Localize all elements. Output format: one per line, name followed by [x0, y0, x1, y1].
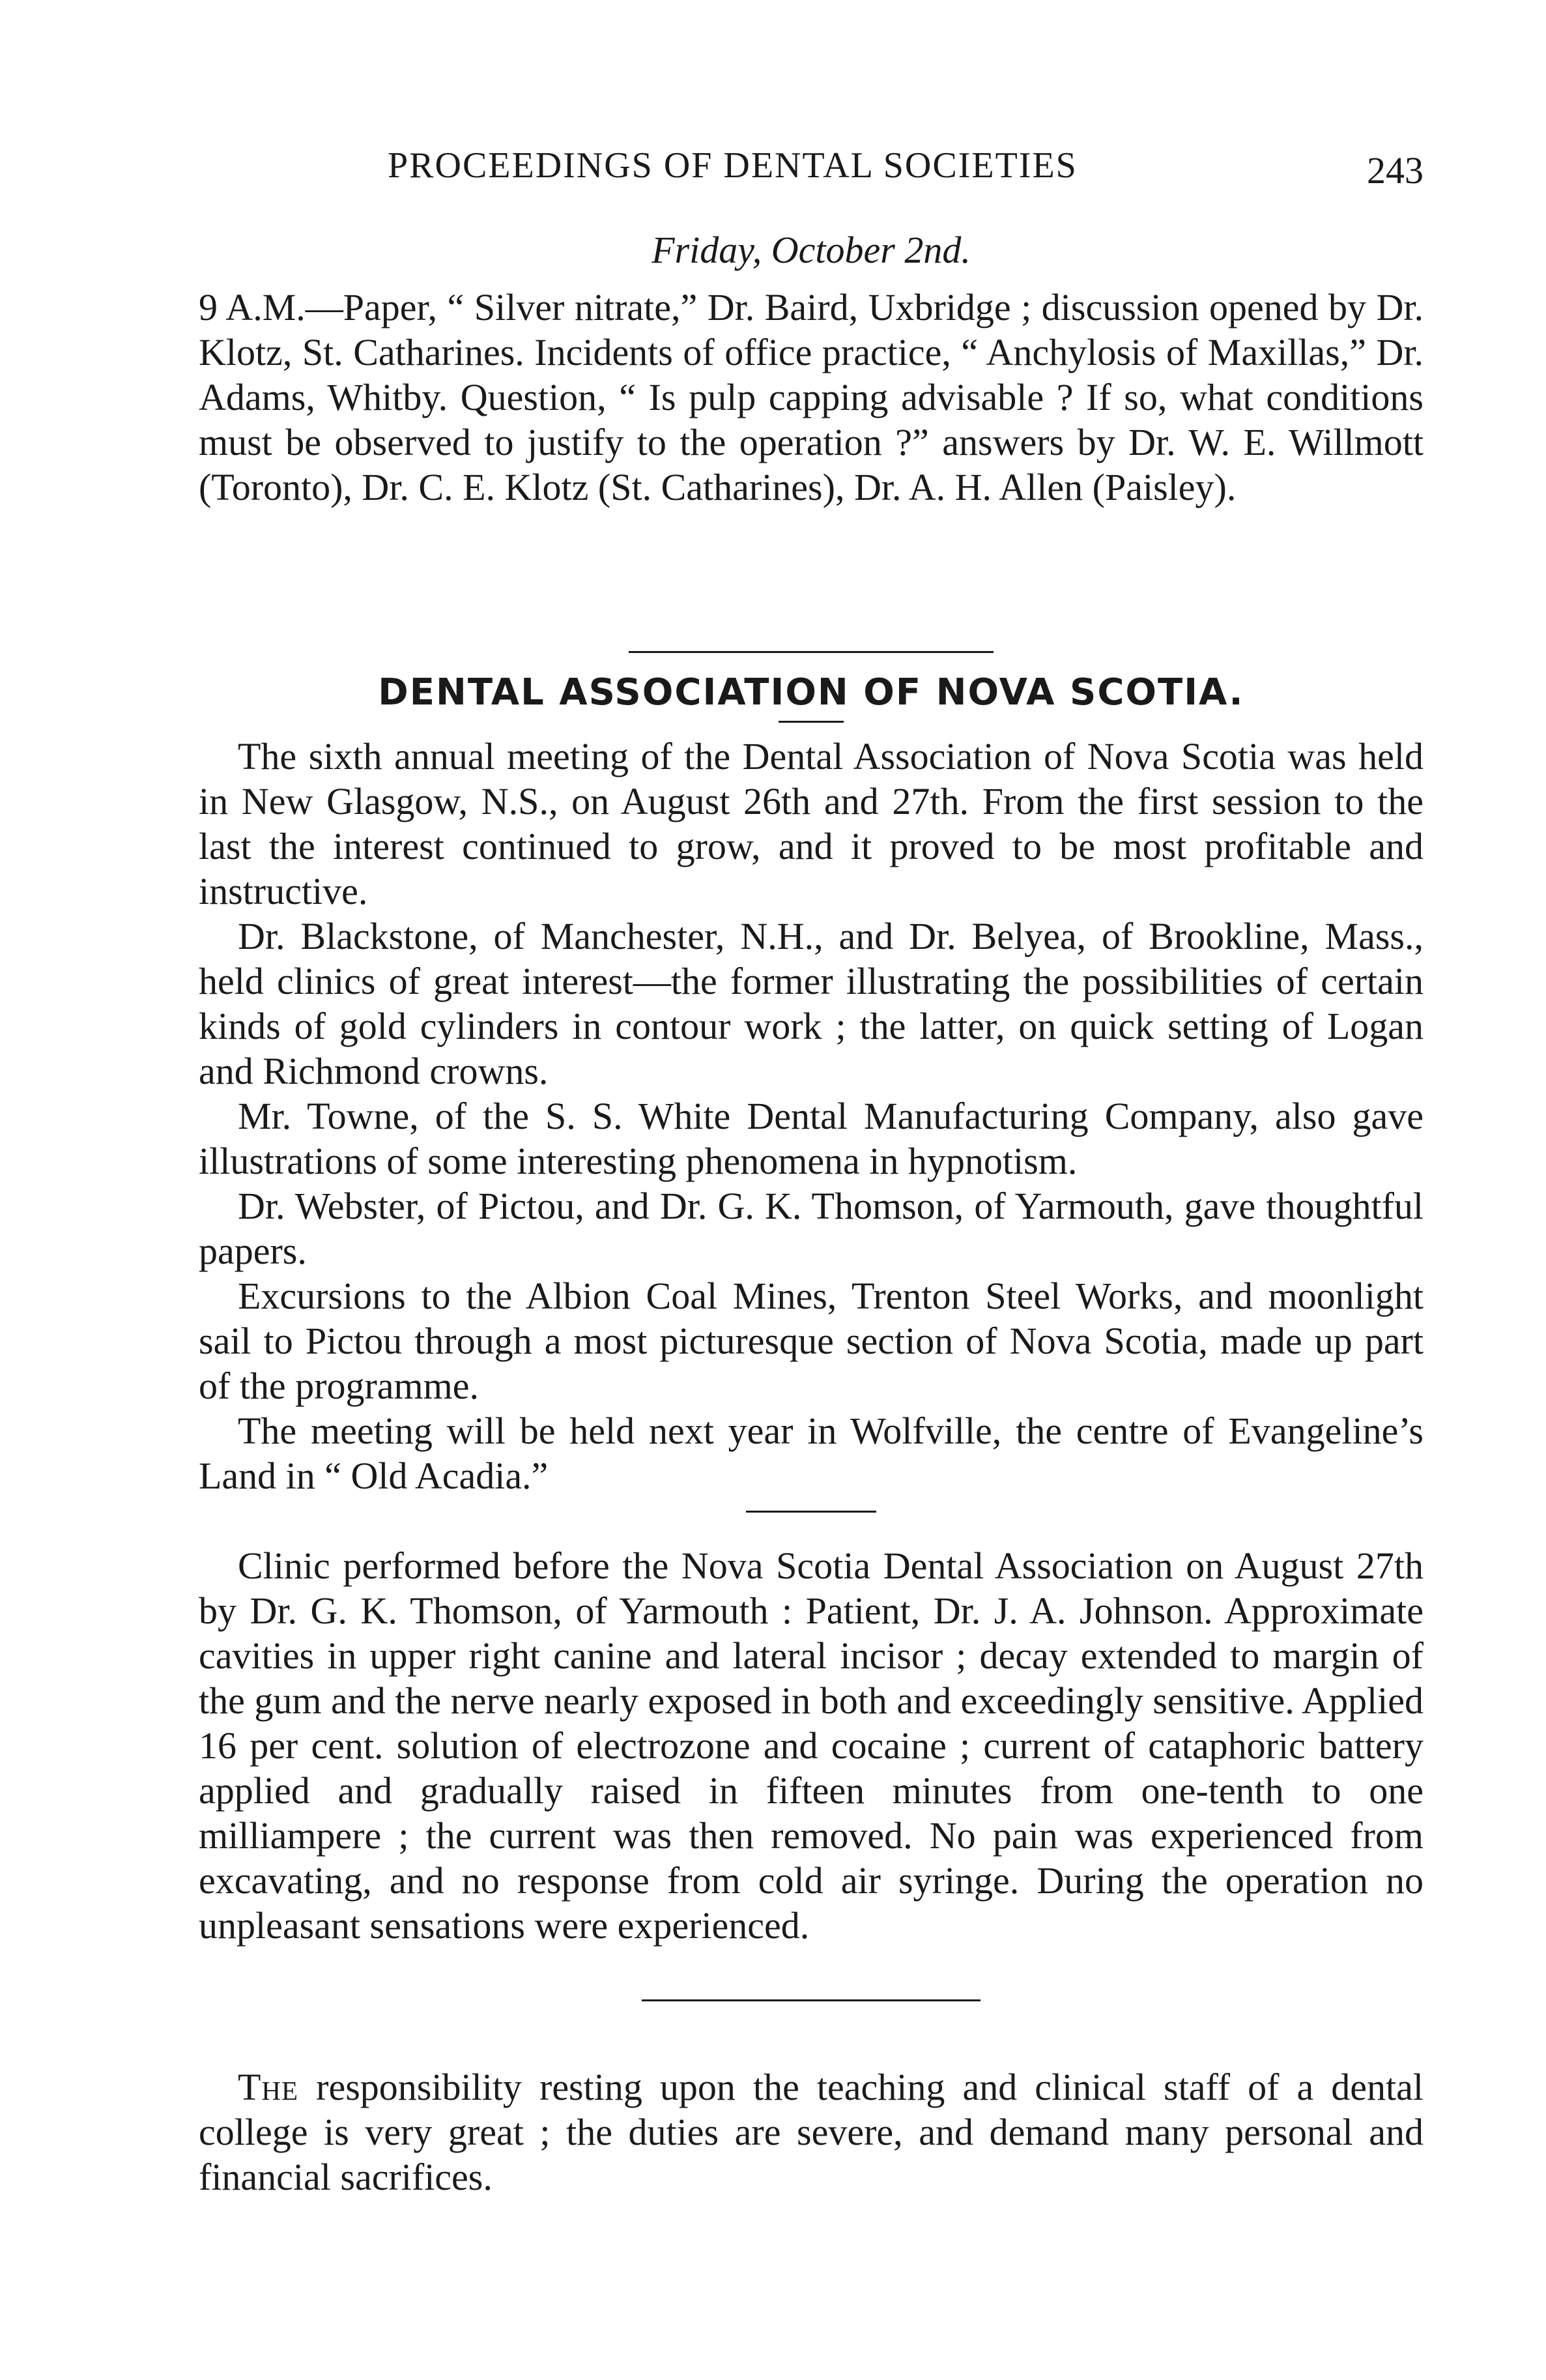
meeting-paragraph: The sixth annual meeting of the Dental Association of Nova Scotia was held in New Glasgow, N.S., on August 26th and 27th. From the first session to the last the interest continued to grow, and it proved to be most profitable and instructive. — [199, 735, 1424, 912]
short-divider — [746, 1511, 876, 1513]
programme-paragraph: 9 A.M.—Paper, “ Silver nitrate,” Dr. Baird, Uxbridge ; discussion opened by Dr. Klotz, St. Catharines. Incidents of office practice, “ Anchylosis of Maxillas,” Dr. Adams, Whitby. Question, “ Is pulp capping advisable ? If so, what conditions must be observed to justify to the operation ?” answers by Dr. W. E. Willmott (Toronto), Dr. C. E. Klotz (St. Catharines), Dr. A. H. Allen (Paisley). — [199, 286, 1424, 508]
section-heading: DENTAL ASSOCIATION OF NOVA SCOTIA. — [378, 671, 1244, 714]
clinics-paragraph: Dr. Blackstone, of Manchester, N.H., and Dr. Belyea, of Brookline, Mass., held clinics of great interest—the former illustrating the possibilities of certain kinds of gold cylinders in contour work ; the latter, on quick setting of Logan and Richmond crowns. — [199, 915, 1424, 1092]
next-meeting-paragraph: The meeting will be held next year in Wolfville, the centre of Evangeline’s Land in “ Old Acadia.” — [199, 1410, 1424, 1497]
heading-underline — [779, 721, 844, 723]
running-head — [199, 145, 1424, 197]
excursions-paragraph: Excursions to the Albion Coal Mines, Trenton Steel Works, and moonlight sail to Pictou through a most picturesque section of Nova Scotia, made up part of the programme. — [199, 1275, 1424, 1407]
section-divider-lower — [642, 1999, 981, 2001]
clinic-paragraph: Clinic performed before the Nova Scotia Dental Association on August 27th by Dr. G. K. Thomson, of Yarmouth : Patient, Dr. J. A. Johnson. Approximate cavities in upper right canine and lateral incisor ; decay extended to margin of the gum and the nerve nearly exposed in both and exceedingly sensitive. Applied 16 per cent. solution of electrozone and cocaine ; current of cataphoric battery applied and gradually raised in fifteen minutes from one-tenth to one milliampere ; the current was then removed. No pain was experienced from excavating, and no response from cold air syringe. During the operation no unpleasant sensations were experienced. — [199, 1545, 1424, 1947]
date-line: Friday, October 2nd. — [651, 229, 971, 271]
papers-paragraph: Dr. Webster, of Pictou, and Dr. G. K. Thomson, of Yarmouth, gave thoughtful papers. — [199, 1185, 1424, 1272]
closing-lead: The — [238, 2066, 299, 2108]
closing-paragraph — [199, 2065, 1424, 2199]
page-number: 243 — [1367, 149, 1424, 192]
running-title: PROCEEDINGS OF DENTAL SOCIETIES — [388, 145, 1078, 186]
section-divider — [629, 651, 994, 653]
closing-text: responsibility resting upon the teaching and clinical staff of a dental college is very great ; the duties are severe, and demand many personal and financial sacrifices. — [199, 2066, 1424, 2198]
hypnotism-paragraph: Mr. Towne, of the S. S. White Dental Manufacturing Company, also gave illustrations of some interesting phenomena in hypnotism. — [199, 1095, 1424, 1182]
